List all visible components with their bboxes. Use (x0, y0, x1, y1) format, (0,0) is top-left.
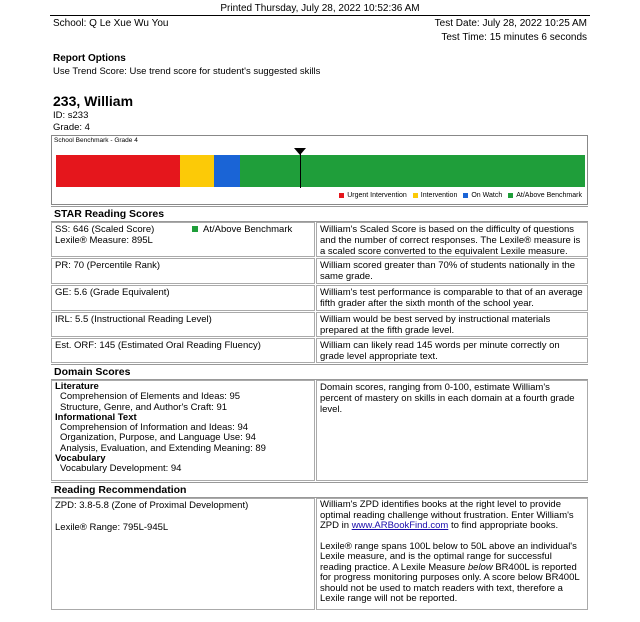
instructional-reading-level: IRL: 5.5 (Instructional Reading Level) (51, 312, 315, 337)
score-marker-triangle-icon (294, 148, 306, 155)
domain-item: Comprehension of Information and Ideas: 94 (60, 422, 249, 434)
domain-item: Structure, Genre, and Author's Craft: 91 (60, 401, 228, 413)
lexile-measure: Lexile® Measure: 895L (55, 235, 153, 246)
scaled-score: SS: 646 (Scaled Score) At/Above Benchmark (55, 224, 293, 235)
arbookfind-link[interactable]: www.ARBookFind.com (351, 520, 449, 531)
status-badge: At/Above Benchmark (192, 224, 292, 235)
test-time: Test Time: 15 minutes 6 seconds (441, 32, 587, 43)
domain-description: Domain scores, ranging from 0-100, estimate William's percent of mastery on skills in each domain at a fourth grade level. (316, 380, 588, 481)
header-rule (50, 15, 590, 16)
pr-description: William scored greater than 70% of students nationally in the same grade. (316, 258, 588, 284)
student-id: ID: s233 (53, 110, 89, 121)
domain-item: Analysis, Evaluation, and Extending Meaning: 89 (60, 442, 266, 454)
percentile-rank: PR: 70 (Percentile Rank) (51, 258, 315, 284)
lexile-range-value: Lexile® Range: 795L-945L (55, 522, 169, 533)
legend-urgent: Urgent Intervention (339, 192, 407, 199)
informational-heading: Informational Text (55, 411, 137, 423)
benchmark-segment-urgent-intervention (56, 155, 180, 187)
ge-description: William's test performance is comparable to that of an average fifth grader after the sixth month of the school year. (316, 285, 588, 311)
zpd-value: ZPD: 3.8-5.8 (Zone of Proximal Development) (55, 500, 249, 511)
student-grade: Grade: 4 (53, 122, 90, 133)
domain-scores-heading: Domain Scores (51, 364, 588, 380)
domain-item: Organization, Purpose, and Language Use: 94 (60, 432, 256, 444)
lexile-description: Lexile® range spans 100L below to 50L above an individual's Lexile measure, and is the optimal range for successful reading practice. A Lexile Measure below BR400L is reported for progress monitoring purposes only. A score below BR400L should not be used to match readers with text, therefore a Lexile range will not be reported. (320, 540, 580, 604)
green-square-icon (508, 193, 513, 198)
benchmark-segment-on-watch (214, 155, 240, 187)
oral-reading-fluency: Est. ORF: 145 (Estimated Oral Reading Fluency) (51, 338, 315, 363)
benchmark-legend (339, 192, 582, 199)
ss-description: William's Scaled Score is based on the difficulty of questions and the number of correct responses. The Lexile® measure is a scaled score converted to the equivalent Lexile measure. (316, 222, 588, 257)
red-square-icon (339, 193, 344, 198)
blue-square-icon (463, 193, 468, 198)
star-scores-heading: STAR Reading Scores (51, 206, 588, 222)
score-marker-line (300, 152, 301, 188)
domain-item: Vocabulary Development: 94 (60, 463, 182, 475)
ss-cell (51, 222, 315, 257)
reading-recommendation-heading: Reading Recommendation (51, 482, 588, 498)
legend-on-watch: On Watch (463, 192, 502, 199)
domain-item: Comprehension of Elements and Ideas: 95 (60, 391, 241, 403)
legend-intervention: Intervention (413, 192, 458, 199)
legend-benchmark: At/Above Benchmark (508, 192, 582, 199)
report-options-text: Use Trend Score: Use trend score for student's suggested skills (53, 66, 321, 77)
yellow-square-icon (413, 193, 418, 198)
recommendation-description (316, 498, 588, 610)
grade-equivalent: GE: 5.6 (Grade Equivalent) (51, 285, 315, 311)
orf-description: William can likely read 145 words per minute correctly on grade level appropriate text. (316, 338, 588, 363)
benchmark-title: School Benchmark - Grade 4 (54, 137, 138, 144)
literature-heading: Literature (55, 381, 99, 392)
vocabulary-heading: Vocabulary (55, 453, 106, 465)
report-options-title: Report Options (53, 53, 126, 64)
green-square-icon (192, 226, 198, 232)
zpd-description: William's ZPD identifies books at the right level to provide optimal reading challenge without frustration. Enter William's ZPD in www.ARBookFind.com to find appropriate books. (320, 499, 574, 531)
printed-timestamp: Printed Thursday, July 28, 2022 10:52:36 AM (220, 3, 420, 14)
student-name: 233, William (53, 93, 134, 109)
school-name: School: Q Le Xue Wu You (53, 18, 169, 29)
benchmark-segment-intervention (180, 155, 214, 187)
domain-scores-list (51, 380, 315, 481)
recommendation-values (51, 498, 315, 610)
benchmark-segment-at-above-benchmark (240, 155, 585, 187)
test-date: Test Date: July 28, 2022 10:25 AM (434, 18, 587, 29)
irl-description: William would be best served by instructional materials prepared at the fifth grade level. (316, 312, 588, 337)
